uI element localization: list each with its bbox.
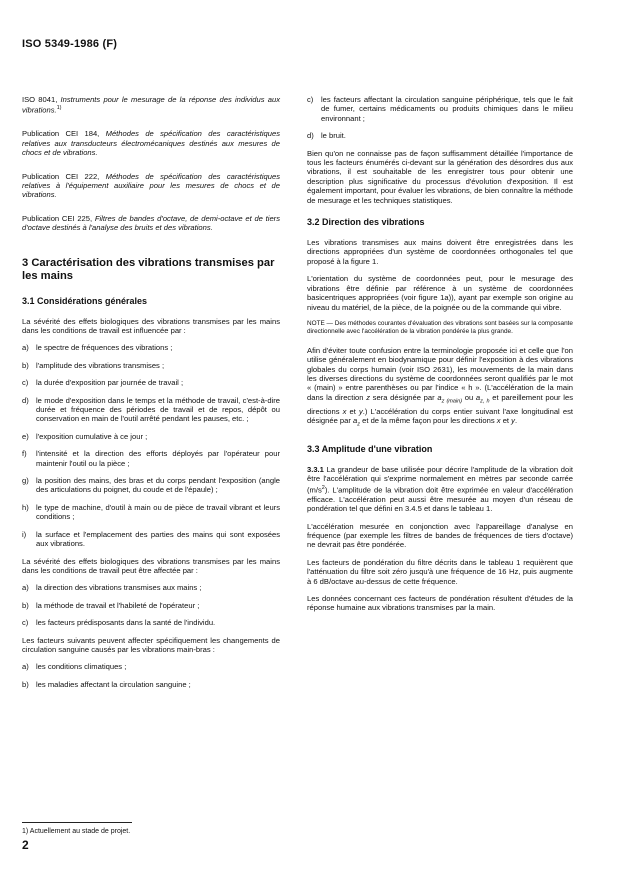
list-item: i) la surface et l'emplacement des parties des mains qui sont exposées aux vibrations. [22,529,280,549]
section-3-1-heading: 3.1 Considérations générales [22,295,148,306]
paragraph: La sévérité des effets biologiques des vibrations transmises par les mains dans les conditions de travail peut être affectée par : [22,556,280,575]
list-item: d) le bruit. [307,131,346,141]
list-item: h) le type de machine, d'outil à main ou de pièce de travail vibrant et leurs conditions ; [22,502,280,522]
list-item: d) le mode d'exposition dans le temps et la méthode de travail, c'est-à-dire durée et fréquence des périodes de travail et de repos, dépôt ou conservation en main de l'outil arrêté pendant les pauses, etc. ; [22,395,280,424]
list-item: b) la méthode de travail et l'habileté de l'opérateur ; [22,600,200,610]
paragraph: Afin d'éviter toute confusion entre la terminologie proposée ici et celle que l'on utilise généralement en biodynamique pour définir l'exposition à des vibrations globales du corps humain (voir ISO 2631), les mouvements de la main dans les diverses directions du système de coordonnées seront qualifiés par le mot « (main) » entre parenthèses ou par l'indice « h ». (L'accélération de la main dans la direction z sera désignée par $a_{z (main)}$ ou $a_{z, h}$ et pareillement pour les directions x et y.) L'accélération du corps entier suivant l'axe longitudinal est désignée par $a_z$ et de la même façon pour les directions x et y. [307,345,573,428]
list-item: a) le spectre de fréquences des vibrations ; [22,343,173,353]
page-number: 2 [22,838,29,852]
reference-cei-225: Publication CEI 225, Filtres de bandes d'octave, de demi-octave et de tiers d'octave destinés à l'analyse des bruits et des vibrations. [22,213,281,233]
paragraph: Bien qu'on ne connaisse pas de façon suffisamment détaillée l'importance de tous les facteurs énumérés ci-devant sur la génération des désordres dus aux vibrations, il est souhaitable de les enregistrer tous pour obtenir une description plus significative du processus d'évolution d'exposition. Il est également important, pour évaluer les vibrations, de bien connaître la méthode de mesurage et les techniques statistiques. [307,148,573,205]
paragraph: L'orientation du système de coordonnées peut, pour le mesurage des vibrations être définie par référence à un système de coordonnées basicentriques appropriées (voir figure 1a)), ayant par exemple son origine au niveau du matériel, de la pièce, de la poignée ou de la commande qui vibre. [307,274,573,312]
paragraph: La sévérité des effets biologiques des vibrations transmises par les mains dans les conditions de travail est influencée par : [22,316,280,335]
reference-iso-8041: ISO 8041, Instruments pour le mesurage de la réponse des individus aux vibrations.$^{1)}$ [22,95,280,115]
footnote-ref: 1) [56,105,62,112]
section-3-2-heading: 3.2 Direction des vibrations [307,217,425,228]
paragraph: Les facteurs suivants peuvent affecter spécifiquement les changements de circulation sanguine causés par les vibrations main-bras : [22,635,280,654]
section-3-3-heading: 3.3 Amplitude d'une vibration [307,444,433,454]
list-item: c) les facteurs affectant la circulation sanguine périphérique, tels que le fait de fumer, certains médicaments ou produits chimiques dans le milieu environnant ; [307,95,573,123]
paragraph: Les facteurs de pondération du filtre décrits dans le tableau 1 requièrent que l'atténuation du filtre soit zéro jusqu'à une fréquence de 16 Hz, puis augmente à 6 dB/octave au-dessus de cette fréquence. [307,557,573,586]
right-column [307,95,573,621]
paragraph: Les vibrations transmises aux mains doivent être enregistrées dans les directions appropriées d'un système de coordonnées orthogonales tel que proposé à la figure 1. [307,238,573,266]
list-item: b) les maladies affectant la circulation sanguine ; [22,679,191,689]
running-header: ISO 5349-1986 (F) [22,38,118,50]
left-column [22,95,280,697]
list-item: e) l'exposition cumulative à ce jour ; [22,431,148,441]
list-item: g) la position des mains, des bras et du corps pendant l'exposition (angle des articulations du poignet, du coude et de l'épaule) ; [22,476,280,495]
list-item: b) l'amplitude des vibrations transmises ; [22,360,165,370]
reference-cei-184: Publication CEI 184, Méthodes de spécification des caractéristiques relatives aux transducteurs électromécaniques destinés aux mesures de chocs et de vibrations. [22,129,280,158]
paragraph: L'accélération mesurée en conjonction avec l'appareillage d'analyse en fréquence (par exemple les filtres de bandes de fréquences de tiers d'octave) ne devrait pas être pondérée. [307,521,573,550]
paragraph: 3.3.1 La grandeur de base utilisée pour décrire l'amplitude de la vibration doit être l'accélération qui s'exprime normalement en mètres par seconde carrée $(m/s^2)$. L'amplitude de la vibration doit être exprimée en valeur d'accélération efficace. L'accélération peut aussi être mesurée au moyen d'un réseau de pondération tel que défini en 3.4.5 et dans le tableau 1. [307,465,573,514]
list-item: c) les facteurs prédisposants dans la santé de l'individu. [22,618,216,628]
footnote: 1) Actuellement au stade de projet. [22,828,131,835]
list-item: a) les conditions climatiques ; [22,662,127,672]
list-item: c) la durée d'exposition par journée de travail ; [22,378,184,388]
reference-cei-222: Publication CEI 222, Méthodes de spécification des caractéristiques relatives à l'équipement auxiliaire pour les mesures de chocs et de vibrations. [22,171,280,200]
note: NOTE — Des méthodes courantes d'évaluation des vibrations sont basées sur la composante directionnelle avec l'accélération de la vibration pondérée la plus grande. [307,319,573,336]
section-3-heading: 3 Caractérisation des vibrations transmises par les mains [22,256,275,282]
list-item: f) l'intensité et la direction des efforts déployés par l'opérateur pour maintenir l'outil ou la pièce ; [22,449,280,468]
list-item: a) la direction des vibrations transmises aux mains ; [22,583,202,593]
paragraph: Les données concernant ces facteurs de pondération résultent d'études de la réponse humaine aux vibrations transmises par la main. [307,594,573,613]
footnote-divider [22,822,132,823]
